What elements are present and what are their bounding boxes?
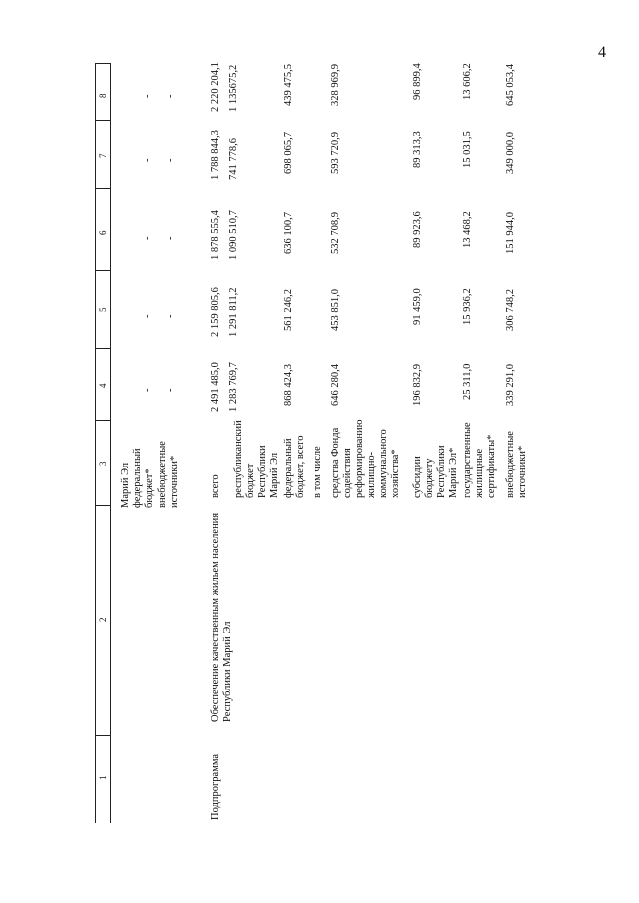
cell-top2-v7: - bbox=[165, 158, 176, 162]
cell-top1-v4: - bbox=[142, 388, 153, 392]
cell-offbudget-v4: 339 291,0 bbox=[505, 364, 516, 406]
header-rule-right bbox=[110, 63, 111, 823]
cell-offbudget-v7: 349 000,0 bbox=[505, 132, 516, 174]
row-label-total: всего bbox=[210, 474, 221, 498]
col-sep bbox=[95, 348, 110, 349]
cell-total-v6: 1 878 555,4 bbox=[210, 210, 221, 260]
col-sep bbox=[95, 735, 110, 736]
cell-subsidies-v5: 91 459,0 bbox=[412, 288, 423, 325]
col-sep bbox=[95, 420, 110, 421]
col-header-4: 4 bbox=[98, 383, 108, 388]
cell-fund-v5: 453 851,0 bbox=[330, 289, 341, 331]
cell-total-v4: 2 491 485,0 bbox=[210, 362, 221, 412]
cell-republic-v4: 1 283 769,7 bbox=[228, 362, 239, 412]
cell-top2-v5: - bbox=[165, 314, 176, 318]
cell-federal-v4: 868 424,3 bbox=[283, 364, 294, 406]
cell-federal-v6: 636 100,7 bbox=[283, 212, 294, 254]
cell-subsidies-v4: 196 832,9 bbox=[412, 364, 423, 406]
col-sep bbox=[95, 270, 110, 271]
cell-total-v7: 1 788 844,3 bbox=[210, 130, 221, 180]
row-label-top-1: федеральный бюджет* bbox=[132, 448, 155, 508]
page-number: 4 bbox=[598, 44, 606, 61]
cell-republic-v8: 1 135675,2 bbox=[228, 64, 239, 112]
cell-cert-v7: 15 031,5 bbox=[462, 131, 473, 168]
row-label-top-2: внебюджетные источники* bbox=[157, 441, 180, 508]
cell-subsidies-v6: 89 923,6 bbox=[412, 211, 423, 248]
row-label-including: в том числе bbox=[312, 446, 323, 498]
cell-top2-v6: - bbox=[165, 236, 176, 240]
row-label-top-0: Марий Эл bbox=[120, 462, 131, 508]
col-header-7: 7 bbox=[98, 153, 108, 158]
row-label-subsidies: субсидии бюджету Республики Марий Эл* bbox=[412, 445, 459, 498]
subprogram-type: Подпрограмма bbox=[210, 753, 221, 820]
cell-top1-v8: - bbox=[142, 94, 153, 98]
cell-republic-v7: 741 778,6 bbox=[228, 138, 239, 180]
cell-top1-v6: - bbox=[142, 236, 153, 240]
header-rule-left bbox=[95, 63, 96, 823]
row-label-certificates: государственные жилищные сертификаты* bbox=[462, 422, 497, 498]
cell-offbudget-v5: 306 748,2 bbox=[505, 289, 516, 331]
cell-cert-v6: 13 468,2 bbox=[462, 211, 473, 248]
col-sep bbox=[95, 120, 110, 121]
row-label-fund: средства Фонда содействия реформированию жилищно- коммунального хозяйства* bbox=[330, 419, 401, 498]
cell-fund-v7: 593 720,9 bbox=[330, 132, 341, 174]
cell-federal-v7: 698 065,7 bbox=[283, 132, 294, 174]
row-label-federal-budget: федеральный бюджет, всего bbox=[283, 435, 306, 498]
cell-offbudget-v8: 645 053,4 bbox=[505, 64, 516, 106]
cell-federal-v5: 561 246,2 bbox=[283, 289, 294, 331]
cell-subsidies-v7: 89 313,3 bbox=[412, 131, 423, 168]
cell-total-v8: 2 220 204,1 bbox=[210, 62, 221, 112]
cell-top2-v4: - bbox=[165, 388, 176, 392]
subprogram-name: Обеспечение качественным жильем населения Республики Марий Эл bbox=[210, 512, 233, 722]
cell-top2-v8: - bbox=[165, 94, 176, 98]
cell-federal-v8: 439 475,5 bbox=[283, 64, 294, 106]
cell-republic-v5: 1 291 811,2 bbox=[228, 287, 239, 337]
top-rule bbox=[95, 63, 110, 64]
col-header-2: 2 bbox=[98, 617, 108, 622]
cell-total-v5: 2 159 805,6 bbox=[210, 287, 221, 337]
cell-fund-v8: 328 969,9 bbox=[330, 64, 341, 106]
col-header-8: 8 bbox=[98, 93, 108, 98]
cell-fund-v6: 532 708,9 bbox=[330, 212, 341, 254]
cell-cert-v4: 25 311,0 bbox=[462, 363, 473, 400]
col-header-1: 1 bbox=[98, 775, 108, 780]
cell-top1-v7: - bbox=[142, 158, 153, 162]
col-sep bbox=[95, 188, 110, 189]
cell-subsidies-v8: 96 899,4 bbox=[412, 63, 423, 100]
col-header-6: 6 bbox=[98, 230, 108, 235]
cell-cert-v8: 13 606,2 bbox=[462, 63, 473, 100]
col-header-3: 3 bbox=[98, 461, 108, 466]
col-sep bbox=[95, 505, 110, 506]
cell-republic-v6: 1 090 510,7 bbox=[228, 210, 239, 260]
row-label-offbudget: внебюджетные источники* bbox=[505, 431, 528, 498]
cell-cert-v5: 15 936,2 bbox=[462, 288, 473, 325]
cell-offbudget-v6: 151 944,0 bbox=[505, 212, 516, 254]
cell-fund-v4: 646 280,4 bbox=[330, 364, 341, 406]
col-header-5: 5 bbox=[98, 307, 108, 312]
cell-top1-v5: - bbox=[142, 314, 153, 318]
row-label-republic-budget: республиканский бюджет Республики Марий Эл bbox=[233, 420, 280, 498]
